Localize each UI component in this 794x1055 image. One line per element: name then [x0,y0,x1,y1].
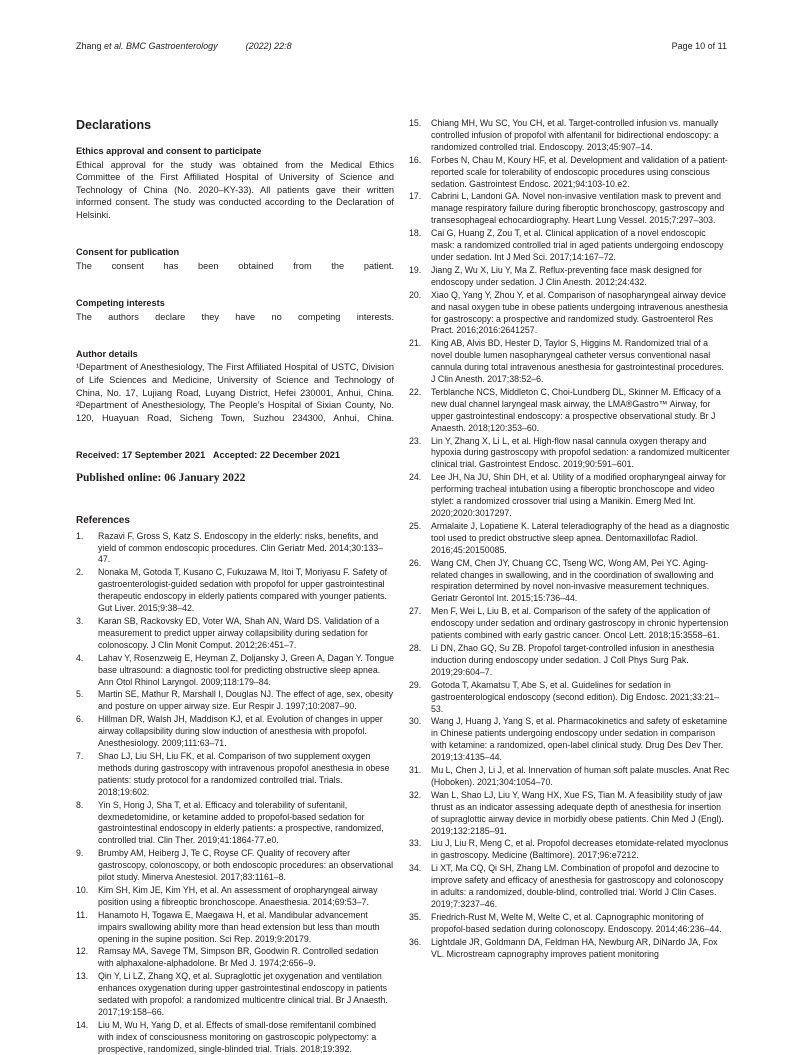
reference-item [409,838,730,862]
reference-text: King AB, Alvis BD, Hester D, Taylor S, Higgins M. Randomized trial of a novel double lumen nasopharyngeal catheter versus conventional nasal cannula during total intravenous anesthesia for gastrointestinal procedures. J Clin Anesth. 2017;38:52–6. [431,338,724,385]
reference-item [76,567,394,615]
reference-number: 24. [409,472,422,483]
reference-number: 19. [409,264,422,275]
references-list-right [409,118,730,961]
reference-text: Lin Y, Zhang X, Li L, et al. High-flow nasal cannula oxygen therapy and hypoxia during gastroscopy with propofol sedation: a randomized multicenter clinical trial. Gastrointest Endosc. 2019;90:591–601. [431,435,730,470]
reference-item [409,290,730,338]
reference-number: 31. [409,765,422,776]
reference-item [76,885,394,909]
reference-number: 7. [76,750,84,761]
reference-text: Wang CM, Chen JY, Chuang CC, Tseng WC, Wong AM, Pei YC. Aging-related changes in swallowing, and in the coordination of swallowing and respiration determined by novel non-invasive measurement techniques. Geriatr Gerontol Int. 2015;15:736–44. [431,557,714,604]
reference-item [409,436,730,472]
reference-item [409,937,730,961]
reference-number: 18. [409,228,422,239]
section-author-details [76,348,394,437]
section-body: The consent has been obtained from the patient. [76,260,394,271]
declarations-title: Declarations [76,118,152,132]
reference-text: Li DN, Zhao GQ, Su ZB. Propofol target-controlled infusion in anesthesia induction during endoscopy under sedation. J Coll Phys Surg Pak. 2019;29:604–7. [431,642,715,677]
reference-text: Friedrich-Rust M, Welte M, Welte C, et al. Capnographic monitoring of propofol-based sedation during colonoscopy. Endoscopy. 2014;46:236–44. [431,911,722,934]
reference-text: Mu L, Chen J, Li J, et al. Innervation of human soft palate muscles. Anat Rec (Hoboken). 2021;304:1054–70. [431,765,730,787]
reference-number: 20. [409,289,422,300]
reference-number: 8. [76,799,84,810]
section-body: ¹Department of Anesthesiology, The First Affiliated Hospital of USTC, Division of Life Sciences and Medicine, University of Science and Technology of China, No. 17, Lujiang Road, Luyang District, Hefei 230001, Anhui, China. ²Department of Anesthesiology, The People’s Hospital of Sixian County, No. 120, Huayuan Road, Sicheng Town, Suzhou 234300, Anhui, China. [76,362,394,423]
reference-text: Jiang Z, Wu X, Liu Y, Ma Z. Reflux-preventing face mask designed for endoscopy under sedation. J Clin Anesth. 2012;24:432. [431,264,702,287]
reference-text: Lee JH, Na JU, Shin DH, et al. Utility of a modified oropharyngeal airway for performing tracheal intubation using a fiberoptic bronchoscope and video stylet: a randomized crossover trial using a Manikin. Emerg Med Int. 2020;2020:3017297. [431,472,726,518]
reference-item [76,848,394,884]
reference-text: Razavi F, Gross S, Katz S. Endoscopy in the elderly: risks, benefits, and yield of common endoscopic procedures. Clin Geriatr Med. 2014;30:133–47. [98,530,384,565]
reference-number: 34. [409,863,422,874]
reference-text: Shao LJ, Liu SH, Liu FK, et al. Comparison of two supplement oxygen methods during gastroscopy with intravenous propofol anesthesia in obese patients: study protocol for a randomized controlled trial. Trials. 2018;19:602. [98,750,390,797]
references-title: References [76,514,130,526]
reference-item [76,616,394,652]
reference-text: Qin Y, Li LZ, Zhang XQ, et al. Supraglottic jet oxygenation and ventilation enhances oxygenation during upper gastrointestinal endoscopy in patients sedated with propofol: a randomized multicentre clinical trial. Br J Anaesth. 2017;19:158–66. [98,971,388,1017]
reference-item [409,155,730,191]
reference-item [76,971,394,1019]
citation-issue: (2022) 22:8 [245,41,292,51]
reference-number: 26. [409,557,422,568]
reference-item [76,1020,394,1055]
section-ethics-approval [76,145,394,234]
reference-text: Terblanche NCS, Middleton C, Choi-Lundberg DL, Skinner M. Efficacy of a new dual channel laryngeal mask airway, the LMA®Gastro™ Airway, for upper gastrointestinal endoscopy: a prospective observational study. Br J Anaesth. 2018;120:353–60. [431,386,721,433]
reference-number: 5. [76,689,84,700]
reference-item [409,863,730,911]
reference-text: Yin S, Hong J, Sha T, et al. Efficacy and tolerability of sufentanil, dexmedetomidine, or ketamine added to propofol-based sedation for gastrointestinal endoscopy in elderly patients: a prospective, randomized, controlled trial. Clin Ther. 2019;41:1864-77.e0. [98,799,384,846]
reference-text: Nonaka M, Gotoda T, Kusano C, Fukuzawa M, Itoi T, Moriyasu F. Safety of gastroenterologist-guided sedation with propofol for upper gastrointestinal therapeutic endoscopy in elderly patients compared with younger patients. Gut Liver. 2015;9:38–42. [98,567,388,614]
reference-item [76,531,394,567]
reference-number: 32. [409,789,422,800]
section-heading: Author details [76,348,138,359]
reference-item [76,800,394,848]
section-body: The authors declare they have no competing interests. [76,311,394,322]
reference-text: Cai G, Huang Z, Zou T, et al. Clinical application of a novel endoscopic mask: a randomized controlled trial in aged patients undergoing endoscopy under sedation. Int J Med Sci. 2017;14:167–72. [431,228,724,262]
reference-number: 21. [409,338,422,349]
reference-item [409,521,730,557]
reference-item [409,338,730,386]
reference-item [409,716,730,764]
reference-item [76,910,394,946]
running-head [76,41,727,52]
right-column [409,118,730,962]
reference-text: Ramsay MA, Savege TM, Simpson BR, Goodwin R. Controlled sedation with alphaxalone-alphadolone. Br Med J. 1974;2:656–9. [98,946,379,969]
reference-text: Xiao Q, Yang Y, Zhou Y, et al. Comparison of nasopharyngeal airway device and nasal oxygen tube in obese patients undergoing intravenous anesthesia for gastroscopy: a prospective and randomized study. Gastroenterol Res Pract. 2016;2016:2641257. [431,289,728,336]
reference-item [409,472,730,520]
reference-item [409,606,730,642]
reference-text: Forbes N, Chau M, Koury HF, et al. Development and validation of a patient-reported scale for tolerability of endoscopic procedures using conscious sedation. Gastrointest Endosc. 2021;94:103-10.e2. [431,154,728,189]
citation-author: Zhang [76,41,102,51]
reference-item [409,790,730,838]
reference-item [409,643,730,679]
reference-text: Men F, Wei L, Liu B, et al. Comparison of the safety of the application of endoscopy under sedation and ordinary gastroscopy in chronic hypertension patients combined with early gastric cancer. Oncol Lett. 2018;15:3558–61. [431,606,729,641]
section-consent-publication [76,246,394,285]
reference-text: Martin SE, Mathur R, Marshall I, Douglas NJ. The effect of age, sex, obesity and posture on upper airway size. Eur Respir J. 1997;10:2087–90. [98,689,393,712]
reference-number: 14. [76,1019,89,1030]
published-online-line: Published online: 06 January 2022 [76,471,246,484]
reference-number: 12. [76,946,89,957]
reference-number: 15. [409,118,422,128]
reference-number: 4. [76,652,84,663]
reference-item [76,714,394,750]
reference-text: Lightdale JR, Goldmann DA, Feldman HA, Newburg AR, DiNardo JA, Fox VL. Microstream capnography improves patient monitoring [431,936,718,959]
reference-number: 9. [76,848,84,859]
citation-journal: et al. BMC Gastroenterology [101,41,218,51]
reference-number: 17. [409,191,422,202]
section-body: Ethical approval for the study was obtained from the Medical Ethics Committee of the First Affiliated Hospital of University of Science and Technology of China (No. 2020–KY-33). All patients gave their written informed consent. The study was conducted according to the Declaration of Helsinki. [76,159,394,220]
reference-item [409,387,730,435]
reference-number: 10. [76,884,89,895]
reference-item [409,265,730,289]
section-competing-interests [76,297,394,336]
reference-item [409,228,730,264]
reference-number: 2. [76,567,84,578]
reference-number: 25. [409,520,422,531]
reference-number: 6. [76,714,84,725]
reference-item [409,558,730,606]
reference-number: 27. [409,606,422,617]
reference-text: Lahav Y, Rosenzweig E, Heyman Z, Doljansky J, Green A, Dagan Y. Tongue base ultrasound: a diagnostic tool for predicting obstructive sleep apnea. Ann Otol Rhinol Laryngol. 2009;118:179–84. [98,652,395,687]
reference-number: 29. [409,679,422,690]
reference-item [409,912,730,936]
reference-item [409,118,730,154]
reference-text: Karan SB, Rackovsky ED, Voter WA, Shah AN, Ward DS. Validation of a measurement to predict upper airway collapsibility during sedation for colonoscopy. J Clin Monit Comput. 2012;26:451–7. [98,616,380,650]
received-accepted-line: Received: 17 September 2021 Accepted: 22 December 2021 [76,449,341,460]
section-heading: Ethics approval and consent to participate [76,146,262,156]
references-list-left [76,531,394,1055]
reference-text: Armalaite J, Lopatiene K. Lateral teleradiography of the head as a diagnostic tool used to predict obstructive sleep apnea. Dentomaxillofac Radiol. 2016;45:20150085. [431,520,730,555]
journal-citation [76,41,292,52]
reference-text: Cabrini L, Landoni GA. Novel non-invasive ventilation mask to prevent and manage respiratory failure during fiberoptic bronchoscopy, gastroscopy and transesophageal echocardiography. Heart Lung Vessel. 2015;7:297–303. [431,191,725,226]
reference-text: Hanamoto H, Togawa E, Maegawa H, et al. Mandibular advancement impairs swallowing ability more than head extension but less than mouth opening in the supine position. Sci Rep. 2019;9:20179. [98,909,380,944]
reference-item [76,653,394,689]
reference-number: 22. [409,386,422,397]
reference-item [409,765,730,789]
reference-number: 33. [409,838,422,849]
reference-number: 35. [409,911,422,922]
reference-text: Hillman DR, Walsh JH, Maddison KJ, et al. Evolution of changes in upper airway collapsibility during slow induction of anesthesia with propofol. Anesthesiology. 2009;111:63–71. [98,714,383,749]
reference-item [76,946,394,970]
reference-number: 23. [409,435,422,446]
reference-number: 1. [76,530,84,541]
reference-number: 16. [409,154,422,165]
reference-number: 36. [409,936,422,947]
reference-number: 30. [409,716,422,727]
left-column [76,118,394,1055]
reference-item [76,751,394,799]
reference-text: Chiang MH, Wu SC, You CH, et al. Target-controlled infusion vs. manually controlled infusion of propofol with alfentanil for bidirectional endoscopy: a randomized controlled trial. Endoscopy. 2013;45:907–14. [431,118,719,152]
reference-text: Gotoda T, Akamatsu T, Abe S, et al. Guidelines for sedation in gastroenterological endoscopy (second edition). Dig Endosc. 2021;33:21–53. [431,679,720,714]
reference-number: 28. [409,642,422,653]
reference-item [76,689,394,713]
section-heading: Competing interests [76,297,165,308]
reference-number: 13. [76,971,89,982]
reference-text: Wang J, Huang J, Yang S, et al. Pharmacokinetics and safety of esketamine in Chinese patients undergoing endoscopy under sedation in comparison with ketamine: a randomized, open-label clinical study. Drug Des Dev Ther. 2019;13:4135–44. [431,716,728,763]
reference-text: Liu J, Liu R, Meng C, et al. Propofol decreases etomidate-related myoclonus in gastroscopy. Medicine (Baltimore). 2017;96:e7212. [431,838,729,861]
reference-item [409,191,730,227]
reference-text: Wan L, Shao LJ, Liu Y, Wang HX, Xue FS, Tian M. A feasibility study of jaw thrust as an indicator assessing adequate depth of anesthesia for insertion of supraglottic airway device in morbidly obese patients. Chin Med J (Engl). 2019;132:2185–91. [431,789,724,836]
reference-text: Kim SH, Kim JE, Kim YH, et al. An assessment of oropharyngeal airway position using a fibreoptic bronchoscope. Anaesthesia. 2014;69:53–7. [98,884,378,907]
page-number: Page 10 of 11 [671,41,727,51]
reference-number: 3. [76,616,84,626]
reference-text: Liu M, Wu H, Yang D, et al. Effects of small-dose remifentanil combined with index of consciousness monitoring on gastroscopic polypectomy: a prospective, randomized, single-blinded trial. Trials. 2018;19:392. [98,1019,377,1054]
reference-text: Brumby AM, Heiberg J, Te C, Royse CF. Quality of recovery after gastroscopy, colonoscopy, or both endoscopic procedures: an observational pilot study. Minerva Anestesiol. 2017;83:1161–8. [98,848,394,883]
section-heading: Consent for publication [76,247,180,258]
reference-item [409,680,730,716]
reference-number: 11. [76,909,88,920]
reference-text: Li XT, Ma CQ, Qi SH, Zhang LM. Combination of propofol and dezocine to improve safety and efficacy of anesthesia for gastroscopy and colonoscopy in adults: a randomized, double-blind, controlled trial. World J Clin Cases. 2019;7:3237–46. [431,863,724,909]
